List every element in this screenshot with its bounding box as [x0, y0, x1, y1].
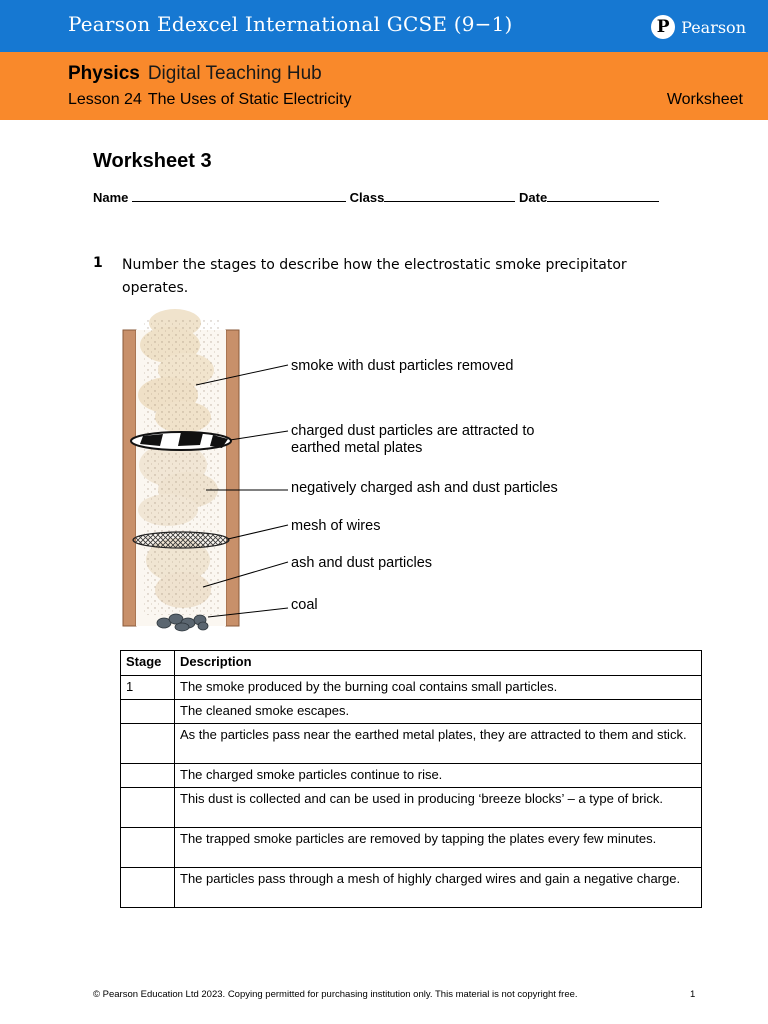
label-mesh: mesh of wires: [291, 518, 381, 534]
student-details: [93, 189, 659, 205]
pearson-wordmark: Pearson: [681, 17, 746, 37]
header-bar: [0, 0, 768, 52]
table-row: [121, 828, 702, 868]
precipitator-illustration: [118, 305, 598, 635]
stage-header: Stage: [121, 651, 175, 676]
label-attracted-line2: earthed metal plates: [291, 440, 423, 456]
precipitator-diagram: [118, 305, 598, 635]
table-row: [121, 724, 702, 764]
footer-copyright: © Pearson Education Ltd 2023. Copying permitted for purchasing institution only. This material is not copyright free.: [93, 989, 578, 1000]
page-number: 1: [690, 989, 696, 1000]
table-row: [121, 700, 702, 724]
label-ash: ash and dust particles: [291, 555, 433, 571]
description-cell: The cleaned smoke escapes.: [175, 700, 702, 724]
name-field[interactable]: [132, 189, 346, 202]
stage-cell[interactable]: [121, 828, 175, 868]
right-chimney-wall: [226, 330, 239, 626]
label-coal: coal: [291, 597, 318, 613]
table-header-row: [121, 651, 702, 676]
subject-band: [0, 52, 768, 120]
description-cell: The charged smoke particles continue to rise.: [175, 764, 702, 788]
subject-name: Physics: [68, 63, 140, 84]
worksheet-tag: Worksheet: [666, 91, 743, 108]
stage-cell[interactable]: [121, 764, 175, 788]
question-text: Number the stages to describe how the electrostatic smoke precipitator operates.: [122, 257, 627, 296]
stage-cell[interactable]: [121, 724, 175, 764]
lesson-number: Lesson 24: [68, 91, 142, 108]
description-cell: The smoke produced by the burning coal contains small particles.: [175, 676, 702, 700]
class-field[interactable]: [384, 189, 515, 202]
description-cell: As the particles pass near the earthed metal plates, they are attracted to them and stick.: [175, 724, 702, 764]
lesson-title: The Uses of Static Electricity: [147, 91, 352, 108]
stages-table: [120, 650, 702, 908]
class-label: Class: [349, 190, 385, 205]
left-chimney-wall: [123, 330, 136, 626]
table-row: [121, 676, 702, 700]
description-cell: The particles pass through a mesh of highly charged wires and gain a negative charge.: [175, 868, 702, 908]
table-row: [121, 764, 702, 788]
date-field[interactable]: [547, 189, 659, 202]
date-label: Date: [519, 190, 548, 205]
subject-line: [68, 63, 322, 85]
hub-name: Digital Teaching Hub: [147, 63, 322, 84]
label-negatively-charged: negatively charged ash and dust particles: [291, 480, 558, 496]
lesson-line: [68, 91, 351, 109]
description-cell: This dust is collected and can be used in producing ‘breeze blocks’ – a type of brick.: [175, 788, 702, 828]
description-cell: The trapped smoke particles are removed by tapping the plates every few minutes.: [175, 828, 702, 868]
qualification-title: Pearson Edexcel International GCSE (9−1): [68, 12, 513, 36]
worksheet-heading: Worksheet 3: [93, 150, 212, 172]
stage-cell[interactable]: 1: [121, 676, 175, 700]
pearson-brand: [651, 15, 746, 39]
smoke-column: [138, 309, 219, 615]
question-number: 1: [93, 255, 103, 271]
description-header: Description: [175, 651, 702, 676]
mesh-of-wires: [133, 532, 229, 548]
name-label: Name: [93, 190, 129, 205]
pearson-logo-icon: P: [651, 15, 675, 39]
label-attracted-line1: charged dust particles are attracted to: [291, 423, 535, 439]
table-row: [121, 788, 702, 828]
stage-cell[interactable]: [121, 868, 175, 908]
earthed-metal-plates: [131, 432, 231, 450]
stage-cell[interactable]: [121, 788, 175, 828]
stage-cell[interactable]: [121, 700, 175, 724]
label-smoke-removed: smoke with dust particles removed: [291, 358, 514, 374]
table-row: [121, 868, 702, 908]
